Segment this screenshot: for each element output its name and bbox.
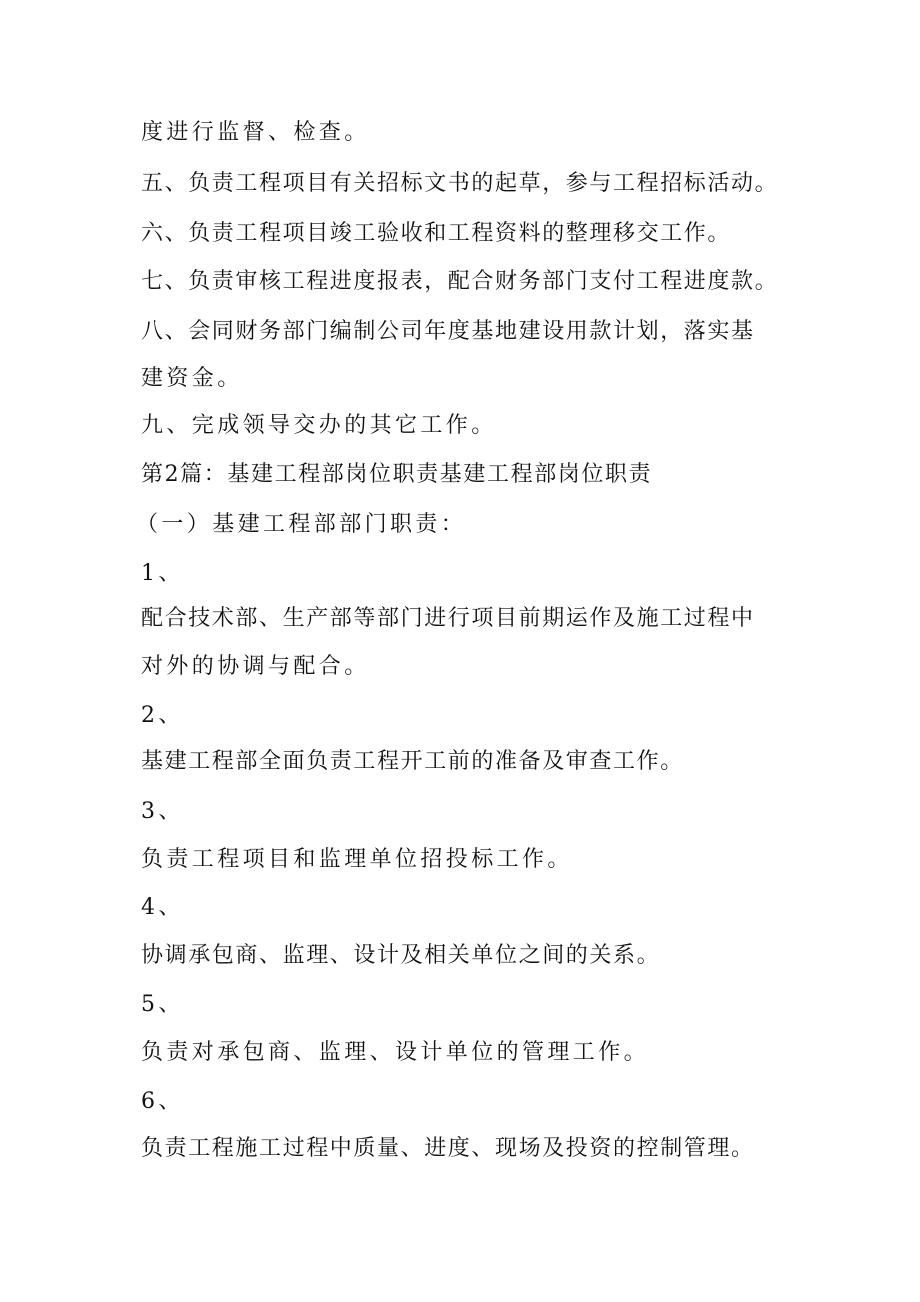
- item-text-1b: 对外的协调与配合。: [141, 654, 370, 679]
- text-line-4: 七、负责审核工程进度报表，配合财务部门支付工程进度款。: [141, 269, 779, 294]
- text-line-5: 八、会同财务部门编制公司年度基地建设用款计划，落实基: [141, 319, 755, 344]
- item-number-1: 1、: [141, 561, 184, 586]
- text-line-2: 五、负责工程项目有关招标文书的起草，参与工程招标活动。: [141, 171, 779, 196]
- item-number-5: 5、: [141, 992, 184, 1017]
- item-text-5: 负责对承包商、监理、设计单位的管理工作。: [141, 1040, 650, 1065]
- item-number-6: 6、: [141, 1089, 184, 1114]
- subsection-heading: （一）基建工程部部门职责：: [136, 512, 467, 537]
- text-line-7: 九、完成领导交办的其它工作。: [141, 413, 497, 438]
- item-text-3: 负责工程项目和监理单位招投标工作。: [141, 847, 573, 872]
- item-number-3: 3、: [141, 799, 184, 824]
- item-text-2: 基建工程部全面负责工程开工前的准备及审查工作。: [141, 749, 684, 774]
- item-number-2: 2、: [141, 703, 184, 728]
- item-number-4: 4、: [141, 895, 184, 920]
- section-heading: 第2篇：基建工程部岗位职责基建工程部岗位职责: [141, 462, 653, 487]
- item-text-4: 协调承包商、监理、设计及相关单位之间的关系。: [141, 943, 661, 968]
- item-text-6: 负责工程施工过程中质量、进度、现场及投资的控制管理。: [141, 1136, 755, 1161]
- item-text-1a: 配合技术部、生产部等部门进行项目前期运作及施工过程中: [141, 606, 755, 631]
- text-line-6: 建资金。: [141, 366, 243, 391]
- text-line-1: 度进行监督、检查。: [141, 120, 370, 145]
- text-line-3: 六、负责工程项目竣工验收和工程资料的整理移交工作。: [141, 221, 732, 246]
